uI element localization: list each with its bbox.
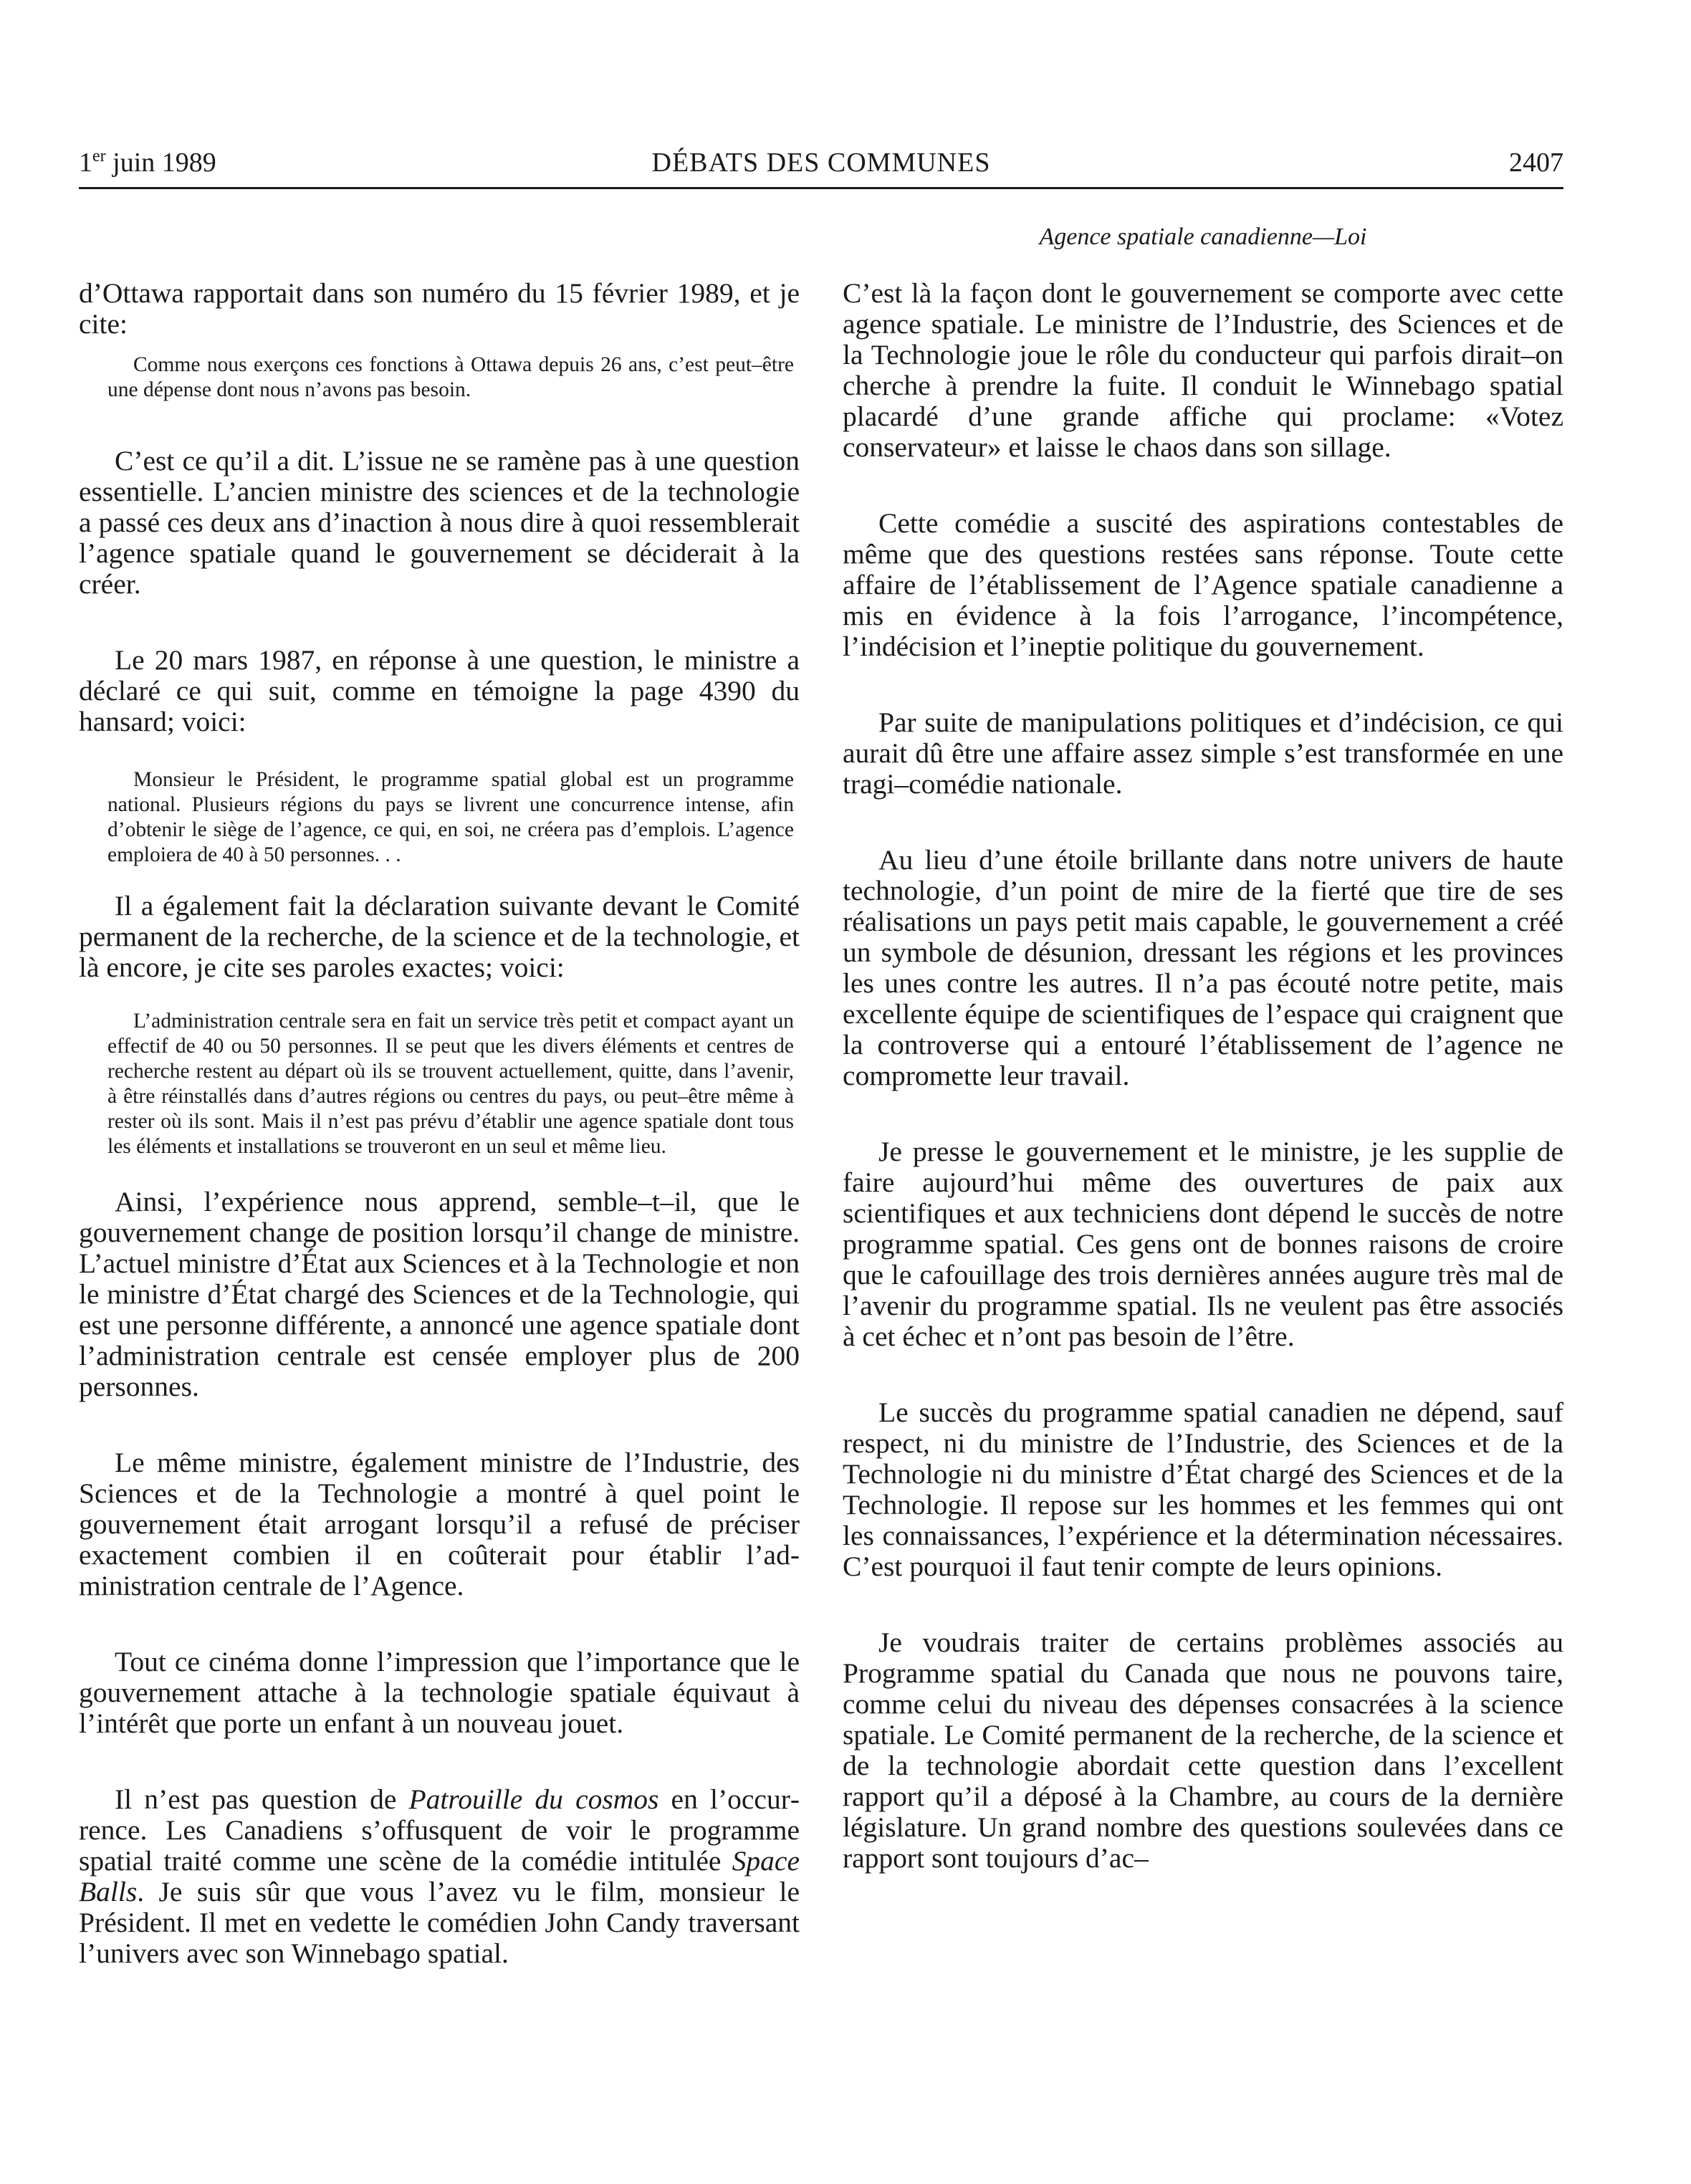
italic-title: Patrouille du cosmos: [408, 1783, 659, 1815]
paragraph: Le même ministre, également ministre de l’Industrie, des Sciences et de la Technologie a montré à quel point le gouvernement était arrogant lorsqu’il a refusé de préciser exactement combien il en coûterait pour établir l’administration centrale de l’Agence.: [79, 1447, 800, 1601]
left-column: [79, 278, 800, 2014]
paragraph: C’est là la façon dont le gouvernement se comporte avec cette agence spatiale. Le ministre de l’Industrie, des Sciences et de la Technologie joue le rôle du conducteur qui parfois dirait–on cherche à prendre la fuite. Il conduit le Winnebago spatial placardé d’une grande affiche qui proclame: «Votez conservateur» et laisse le chaos dans son sillage.: [843, 277, 1563, 463]
paragraph: Le 20 mars 1987, en réponse à une question, le ministre a déclaré ce qui suit, comme en témoigne la page 4390 du hansard; voici:: [79, 644, 800, 737]
header-date-rest: juin 1989: [105, 148, 216, 178]
page-header: [79, 147, 1563, 190]
block-quote: Comme nous exerçons ces fonctions à Ottawa depuis 26 ans, c’est peut–être une dépense dont nous n’avons pas besoin.: [107, 353, 794, 401]
running-title: Agence spatiale canadienne—Loi: [1039, 224, 1367, 250]
paragraph: Je voudrais traiter de certains problèmes associés au Programme spatial du Canada que nous ne pouvons taire, comme celui du niveau des dépenses consacrées à la science spatiale. Le Comité permanent de la recherche, de la science et de la technologie abordait cette question dans l’excellent rapport qu’il a déposé à la Chambre, au cours de la dernière législature. Un grand nombre des questions soulevées dans ce rapport sont toujours d’ac–: [843, 1627, 1563, 1874]
paragraph: Par suite de manipulations politiques et d’indécision, ce qui aurait dû être une affaire assez simple s’est transformée en une tragi–comédie nationale.: [843, 707, 1563, 800]
header-date-superscript: er: [92, 147, 106, 166]
header-date-day: 1: [79, 148, 92, 178]
paragraph: Ainsi, l’expérience nous apprend, semble–t–il, que le gouvernement change de position lorsqu’il change de ministre. L’actuel ministre d’État aux Sciences et à la Technologie et non le ministre d’État chargé des Sciences et de la Technologie, qui est une personne différente, a annoncé une agence spatiale dont l’administration centrale est censée employer plus de 200 personnes.: [79, 1186, 800, 1402]
right-column: [843, 278, 1563, 1919]
paragraph: Cette comédie a suscité des aspirations contestables de même que des questions restées sans réponse. Toute cette affaire de l’établissement de l’Agence spatiale canadienne a mis en évidence à la fois l’arrogance, l’incompétence, l’indécision et l’ineptie politique du gouvernement.: [843, 507, 1563, 662]
text-run: en l’occurrence. Les Canadiens s’offusquent de voir le programme spatial traité comme une scène de la comédie intitulée: [79, 1783, 800, 1877]
page-number: 2407: [1509, 148, 1563, 178]
block-quote: L’administration centrale sera en fait un service très petit et compact ayant un effectif de 40 ou 50 personnes. Il se peut que les divers éléments et centres de recherche restent au départ où ils se trouvent actuellement, quitte, dans l’avenir, à être réinstallés dans d’autres régions ou centres du pays, ou peut–être même à rester où ils sont. Mais il n’est pas prévu d’établir une agence spatiale dont tous les éléments et installations se trouveront en un seul et même lieu.: [107, 1010, 794, 1158]
publication-title: DÉBATS DES COMMUNES: [651, 148, 991, 178]
paragraph: Il a également fait la déclaration suivante devant le Comité permanent de la recherche, de la science et de la technologie, et là encore, je cite ses paroles exactes; voici:: [79, 890, 800, 983]
paragraph: C’est ce qu’il a dit. L’issue ne se ramène pas à une question essentielle. L’ancien ministre des sciences et de la technologie a passé ces deux ans d’inaction à nous dire à quoi ressemblerait l’agence spatiale quand le gouvernement se déciderait à la créer.: [79, 445, 800, 600]
header-rule: [79, 187, 1563, 189]
paragraph: Je presse le gouvernement et le ministre, je les supplie de faire aujourd’hui même des ouvertures de paix aux scientifiques et aux techniciens dont dépend le succès de notre programme spatial. Ces gens ont de bonnes raisons de croire que le cafouillage des trois dernières années augure très mal de l’avenir du programme spatial. Ils ne veulent pas être associés à cet échec et n’ont pas besoin de l’être.: [843, 1136, 1563, 1352]
paragraph: [79, 1784, 800, 1969]
paragraph: Tout ce cinéma donne l’impression que l’importance que le gouvernement attache à la technologie spatiale équivaut à l’intérêt que porte un enfant à un nouveau jouet.: [79, 1646, 800, 1739]
paragraph: d’Ottawa rapportait dans son numéro du 15 février 1989, et je cite:: [79, 277, 800, 340]
paragraph: Le succès du programme spatial canadien ne dépend, sauf respect, ni du ministre de l’Industrie, des Sciences et de la Technologie ni du ministre d’État chargé des Sciences et de la Technologie. Il repose sur les hommes et les femmes qui ont les connaissances, l’expérience et la détermination nécessaires. C’est pourquoi il faut tenir compte de leurs opinions.: [843, 1397, 1563, 1582]
italic-title: Space Balls: [79, 1845, 800, 1907]
paragraph: Au lieu d’une étoile brillante dans notre univers de haute technologie, d’un point de mire de la fierté que tire de ses réalisations un pays petit mais capable, le gouvernement a créé un symbole de désunion, dressant les régions et les provinces les unes contre les autres. Il n’a pas écouté notre petite, mais excellente équipe de scientifiques de l’espace qui craignent que la controverse qui a entouré l’établissement de l’agence ne compromette leur travail.: [843, 844, 1563, 1091]
block-quote: Monsieur le Président, le programme spatial global est un programme national. Plusieurs régions du pays se livrent une concurrence intense, afin d’obtenir le siège de l’agence, ce qui, en soi, ne créera pas d’emplois. L’agence emploiera de 40 à 50 personnes. . .: [107, 768, 794, 866]
text-run: Il n’est pas question de: [115, 1783, 409, 1815]
text-run: . Je suis sûr que vous l’avez vu le film, monsieur le Président. Il met en vedette le comédien John Candy traversant l’univers avec son Winnebago spatial.: [79, 1876, 800, 1969]
